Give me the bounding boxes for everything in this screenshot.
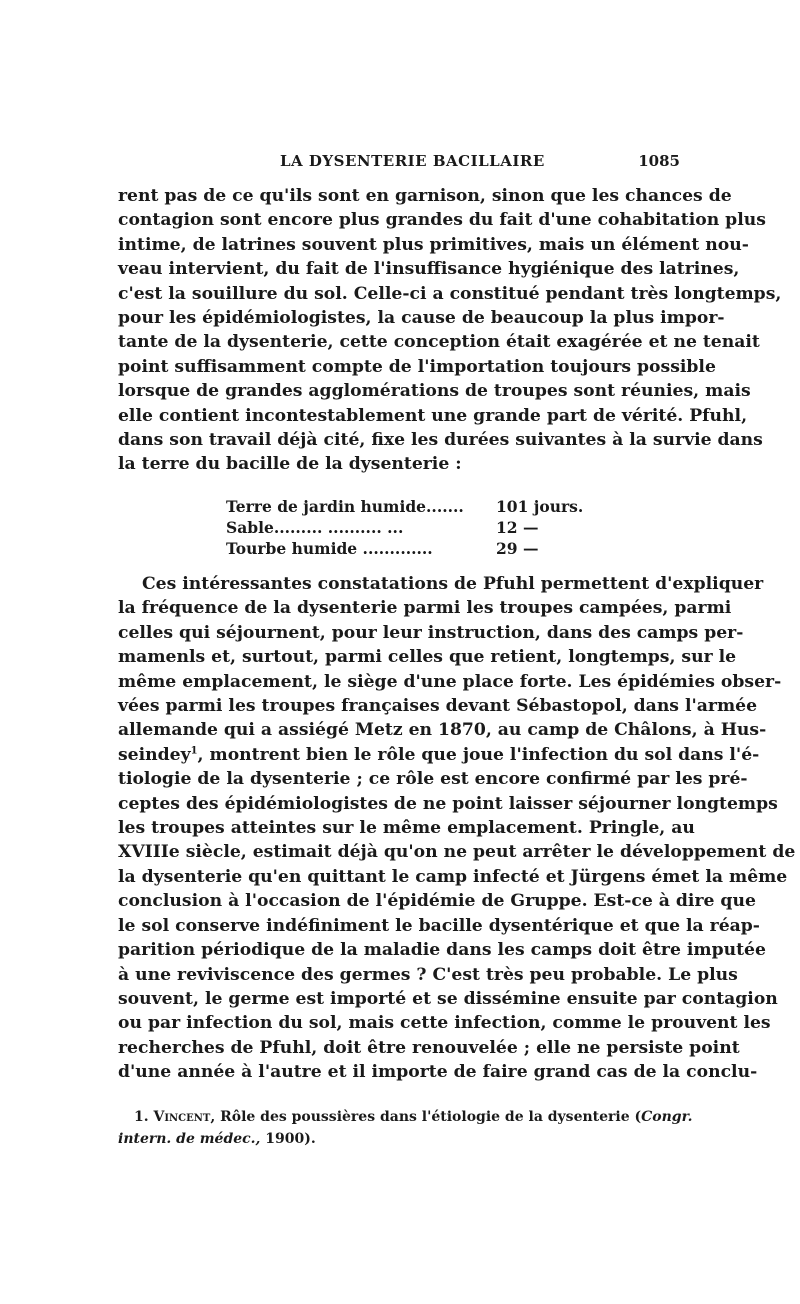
text-line: elle contient incontestablement une grande part de vérité. Pfuhl, [118,405,748,426]
text-line: c'est la souillure du sol. Celle-ci a constitué pendant très longtemps, [118,283,782,304]
paragraph-1 [118,184,782,477]
text-line: souvent, le germe est importé et se dissémine ensuite par contagion [118,988,778,1009]
footnote-author: Vincent, [153,1109,216,1125]
text-line: point suffisamment compte de l'importation toujours possible [118,356,716,377]
table-row [226,496,586,517]
soil-type: Terre de jardin humide....... [226,497,464,516]
text-line-with-footnote-ref [118,743,760,767]
text-line: dans son travail déjà cité, fixe les durées suivantes à la survie dans [118,430,763,451]
text-line: parition périodique de la maladie dans les camps doit être imputée [118,940,766,961]
survival-table [226,496,586,559]
text-line: recherches de Pfuhl, doit être renouvelée ; elle ne persiste point [118,1037,740,1058]
survival-duration: 29 — [496,539,539,558]
text-line: allemande qui a assiégé Metz en 1870, au camp de Châlons, à Hus- [118,720,767,741]
footnote-number: 1. [134,1109,149,1125]
text-line: tante de la dysenterie, cette conception était exagérée et ne tenait [118,332,760,353]
text-line: d'une année à l'autre et il importe de faire grand cas de la conclu- [118,1062,758,1083]
footnote-line [118,1128,680,1150]
soil-type: Tourbe humide ............. [226,539,433,558]
text-line: pour les épidémiologistes, la cause de beaucoup la plus impor- [118,308,725,329]
table-row [226,538,586,559]
text-line: celles qui séjournent, pour leur instruction, dans des camps per- [118,622,744,643]
text-line: les troupes atteintes sur le même emplacement. Pringle, au [118,818,695,839]
text-fragment: , montrent bien le rôle que joue l'infection du sol dans l'é- [197,744,760,765]
text-line: contagion sont encore plus grandes du fait d'une cohabitation plus [118,210,766,231]
text-line: rent pas de ce qu'ils sont en garnison, sinon que les chances de [118,186,732,206]
text-line: vées parmi les troupes françaises devant Sébastopol, dans l'armée [118,696,758,717]
text-line: conclusion à l'occasion de l'épidémie de Gruppe. Est-ce à dire que [118,891,756,912]
text-line: mamenls et, surtout, parmi celles que retient, longtemps, sur le [118,647,737,668]
text-fragment: seindey [118,744,191,765]
text-line: intime, de latrines souvent plus primitives, mais un élément nou- [118,234,749,255]
text-line: lorsque de grandes agglomérations de troupes sont réunies, mais [118,381,751,402]
text-line: tiologie de la dysenterie ; ce rôle est encore confirmé par les pré- [118,769,748,790]
footnote-text: Rôle des poussières dans l'étiologie de la dysenterie ( [220,1109,642,1125]
running-head [118,152,680,178]
text-line: même emplacement, le siège d'une place forte. Les épidémies obser- [118,671,782,692]
paragraph-2 [118,572,796,1085]
text-line: la fréquence de la dysenterie parmi les troupes campées, parmi [118,598,732,619]
footnote-source: Congr. [641,1109,693,1125]
text-line: veau intervient, du fait de l'insuffisance hygiénique des latrines, [118,259,740,280]
footnote-source-cont: intern. de médec., [118,1131,261,1147]
running-title: LA DYSENTERIE BACILLAIRE [280,152,545,170]
footnote-year: 1900). [260,1131,316,1147]
text-line: ou par infection du sol, mais cette infection, comme le prouvent les [118,1013,771,1034]
survival-duration: 12 — [496,518,539,537]
text-line: le sol conserve indéfiniment le bacille dysentérique et que la réap- [118,915,760,936]
table-row [226,517,586,538]
text-line: ceptes des épidémiologistes de ne point laisser séjourner longtemps [118,793,778,814]
text-line: XVIIIe siècle, estimait déjà qu'on ne peut arrêter le développement de [118,842,796,863]
text-line: la dysenterie qu'en quittant le camp infecté et Jürgens émet la même [118,866,788,887]
soil-type: Sable......... .......... ... [226,518,404,537]
page-number: 1085 [638,152,680,170]
text-line: Ces intéressantes constatations de Pfuhl permettent d'expliquer [142,574,764,594]
survival-duration: 101 jours. [496,497,584,516]
footnote [118,1106,693,1150]
footnote-line [118,1106,693,1128]
text-line: la terre du bacille de la dysenterie : [118,454,462,475]
footnote-reference: 1 [190,745,198,757]
text-line: à une reviviscence des germes ? C'est très peu probable. Le plus [118,964,738,985]
